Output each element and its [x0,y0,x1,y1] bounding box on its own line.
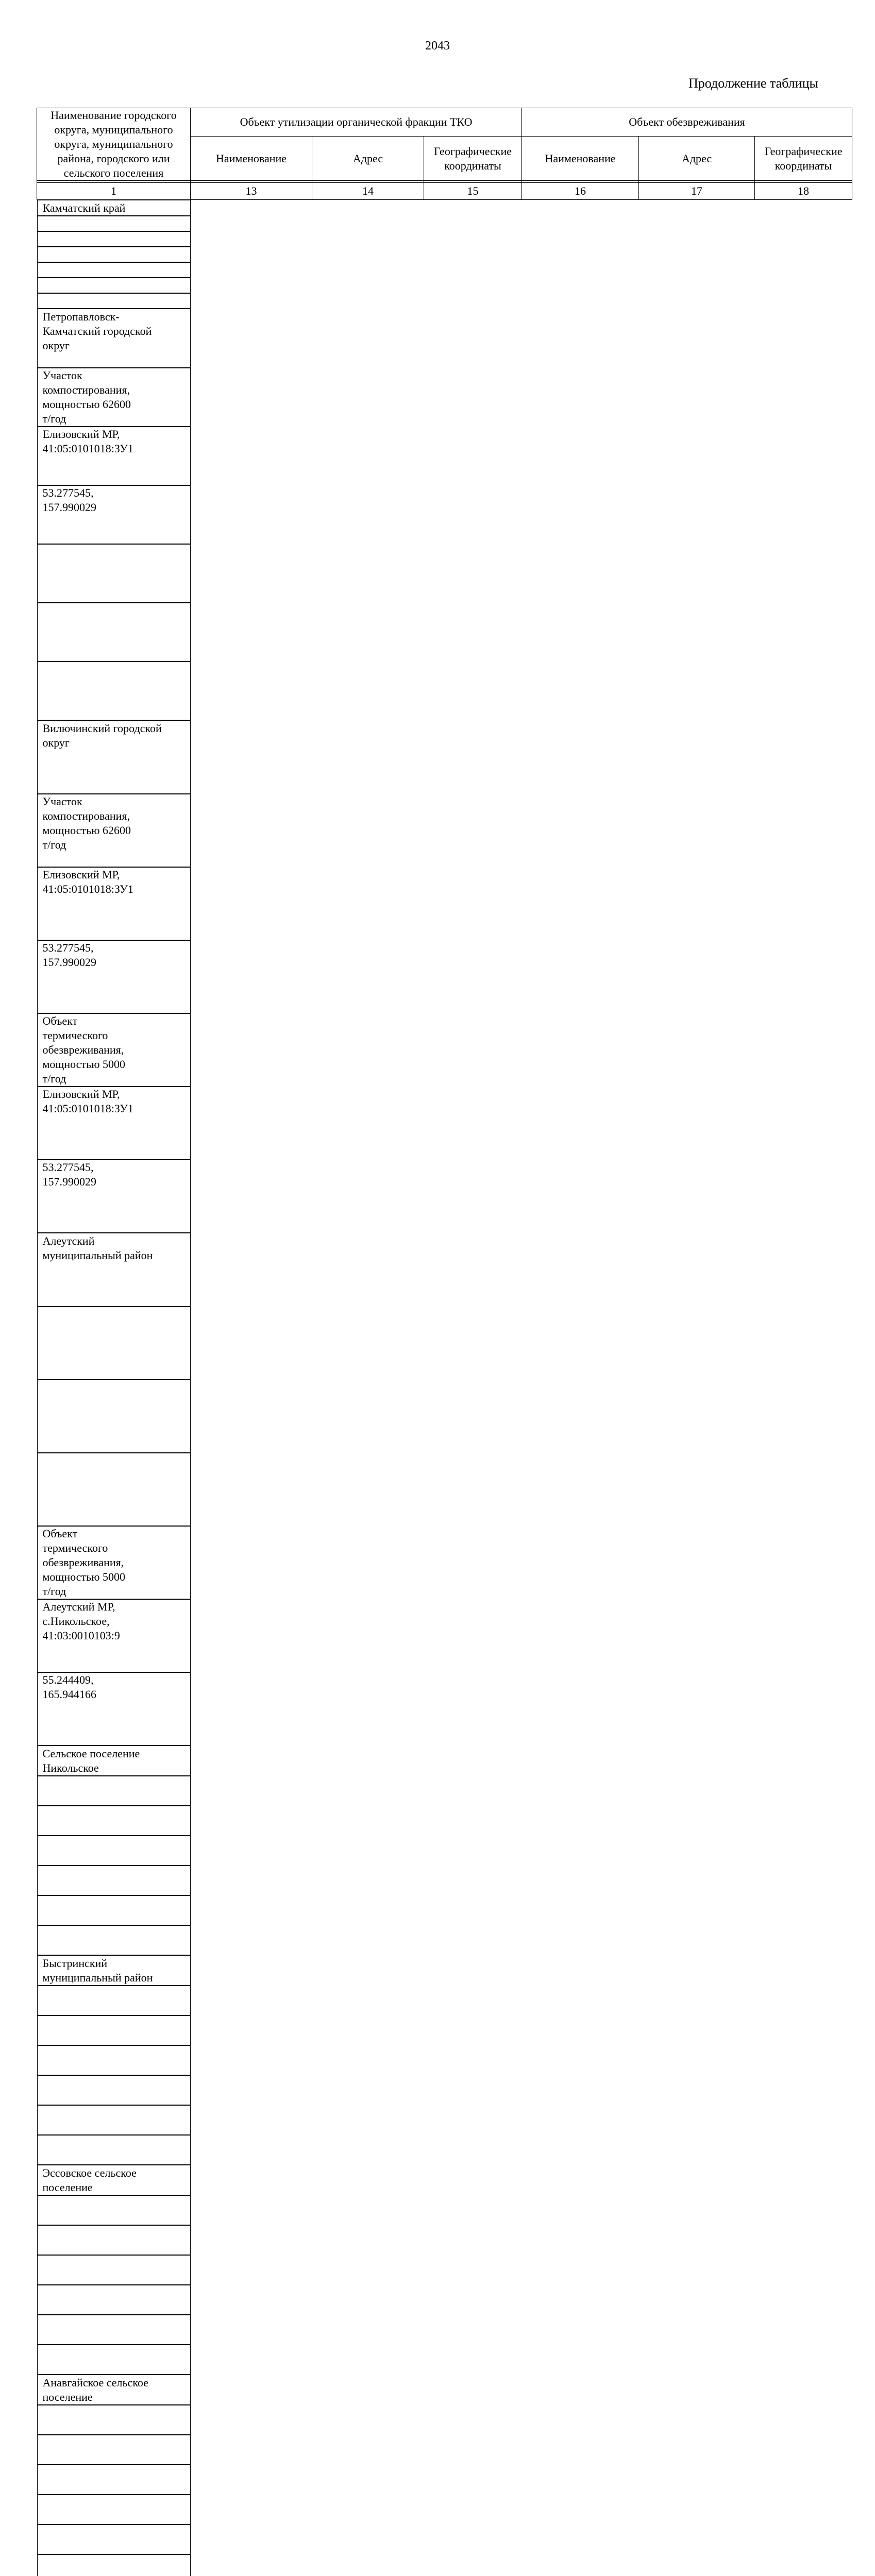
cell-neutralization-address [37,1895,191,1925]
cell-neutralization-address [37,2105,191,2135]
cell-utilization-coords: 53.277545, 157.990029 [37,940,191,1013]
cell-neutralization-name [37,2075,191,2105]
cell-neutralization-name [37,262,191,278]
cell-utilization-name [37,2405,191,2435]
row-territory-name: Вилючинский городской округ [37,720,191,794]
cell-utilization-coords [37,2045,191,2075]
cell-utilization-address [37,2435,191,2465]
header-name-13: Наименование [191,137,312,181]
cell-utilization-address [37,2015,191,2045]
cell-utilization-name [37,1776,191,1806]
table-row [37,309,852,720]
data-table [37,108,852,2576]
header-coords-18: Географические координаты [755,137,852,181]
cell-neutralization-coords: 55.244409, 165.944166 [37,1672,191,1745]
cell-utilization-coords [37,1453,191,1526]
table-row [37,1233,852,1745]
table-row [37,1745,852,1955]
cell-neutralization-name [37,1866,191,1895]
cell-neutralization-name [37,2495,191,2524]
cell-neutralization-coords [37,293,191,309]
cell-utilization-name [37,1307,191,1380]
table-row [37,200,852,309]
header-address-14: Адрес [312,137,424,181]
header-row-1 [37,108,852,137]
table-row [37,720,852,1233]
cell-neutralization-coords [37,2554,191,2576]
cell-neutralization-address: Елизовский МР, 41:05:0101018:ЗУ1 [37,1087,191,1160]
cell-utilization-coords [37,247,191,262]
table-row [37,2165,852,2375]
cell-neutralization-name [37,544,191,603]
cell-utilization-address [37,1380,191,1453]
continuation-label: Продолжение таблицы [688,76,818,91]
column-number: 14 [312,183,424,200]
row-territory-name: Алеутский муниципальный район [37,1233,191,1307]
cell-utilization-coords [37,1836,191,1866]
cell-utilization-name: Участок компостирования, мощностью 62600 т/год [37,368,191,427]
cell-neutralization-coords [37,2345,191,2375]
cell-utilization-address [37,1806,191,1836]
row-territory-name: Петропавловск- Камчатский городской округ [37,309,191,368]
cell-neutralization-coords: 53.277545, 157.990029 [37,1160,191,1233]
page-number: 2043 [425,39,450,53]
cell-utilization-name [37,1986,191,2015]
cell-utilization-coords: 53.277545, 157.990029 [37,485,191,544]
cell-neutralization-name: Объект термического обезвреживания, мощностью 5000 т/год [37,1526,191,1599]
cell-neutralization-address [37,2315,191,2345]
row-territory-name: Анавгайское сельское поселение [37,2375,191,2405]
column-numbers-row [37,183,852,200]
cell-utilization-address: Елизовский МР, 41:05:0101018:ЗУ1 [37,427,191,485]
row-territory-name: Камчатский край [37,200,191,216]
header-coords-15: Географические координаты [424,137,522,181]
header-address-17: Адрес [639,137,755,181]
cell-utilization-name [37,216,191,231]
header-name-16: Наименование [522,137,639,181]
column-number: 13 [191,183,312,200]
cell-utilization-coords [37,2255,191,2285]
table-row [37,1955,852,2165]
cell-utilization-address: Елизовский МР, 41:05:0101018:ЗУ1 [37,867,191,940]
cell-utilization-address [37,231,191,247]
cell-utilization-name [37,2195,191,2225]
cell-neutralization-coords [37,1925,191,1955]
cell-neutralization-address [37,603,191,662]
cell-neutralization-address [37,278,191,293]
column-number: 15 [424,183,522,200]
column-number: 18 [755,183,852,200]
column-number: 16 [522,183,639,200]
cell-neutralization-address: Алеутский МР, с.Никольское, 41:03:0010103:9 [37,1599,191,1672]
header-first-column: Наименование городского округа, муниципального округа, муниципального района, городского или сельского поселения [37,108,191,181]
cell-neutralization-address [37,2524,191,2554]
cell-neutralization-coords [37,2135,191,2165]
row-territory-name: Быстринский муниципальный район [37,1955,191,1986]
cell-utilization-coords [37,2465,191,2495]
column-number: 17 [639,183,755,200]
cell-neutralization-name: Объект термического обезвреживания, мощностью 5000 т/год [37,1013,191,1087]
column-number: 1 [37,183,191,200]
table-row [37,2375,852,2576]
row-territory-name: Эссовское сельское поселение [37,2165,191,2195]
header-group-neutralization: Объект обезвреживания [522,108,852,137]
cell-utilization-name: Участок компостирования, мощностью 62600 т/год [37,794,191,867]
cell-neutralization-name [37,2285,191,2315]
header-group-utilization: Объект утилизации органической фракции ТКО [191,108,522,137]
row-territory-name: Сельское поселение Никольское [37,1745,191,1776]
cell-utilization-address [37,2225,191,2255]
cell-neutralization-coords [37,662,191,720]
